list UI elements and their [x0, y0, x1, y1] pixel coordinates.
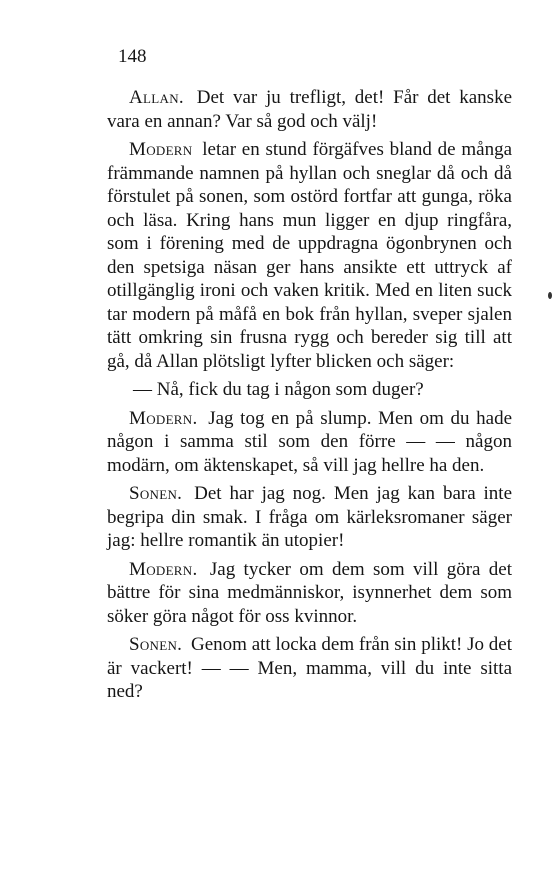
page-text	[107, 86, 512, 709]
page-number: 148	[118, 46, 147, 67]
paragraph	[107, 633, 512, 704]
speech-text: Jag tycker om dem som vill göra det bättre för sina medmänniskor, isynnerhet dem som söker göra något för oss kvinnor.	[107, 558, 512, 627]
speaker-name: Modern.	[129, 558, 198, 580]
paragraph	[107, 86, 512, 133]
speech-text: Det har jag nog. Men jag kan bara inte begripa din smak. I fråga om kärleksromaner säger jag: hellre romantik än utopier!	[107, 483, 513, 551]
speech-text: Jag tog en på slump. Men om du hade någon i samma stil som den förre — — någon modärn, om äktenskapet, så vill jag hellre ha den.	[107, 407, 513, 476]
narration-text: letar en stund förgäfves bland de många främmande namnen på hyllan och sneglar då och då förstulet på sonen, som ostörd fortfar att gunga, röka och läsa. Kring hans mun ligger en djup ringfåra, som i förening med de uppdragna ögonbrynen och den spetsiga näsan ger hans ansikte ett uttryck af otillgänglig ironi och vaken kritik. Med en liten suck tar modern på måfå en bok från hyllan, sveper sjalen tätt omkring sin frusna rygg och bereder sig till att gå, då Allan plötsligt lyfter blicken och säger:	[107, 139, 512, 372]
speech-text: Det var ju trefligt, det! Får det kanske vara en annan? Var så god och välj!	[107, 87, 513, 132]
speaker-name: Sonen.	[129, 483, 183, 504]
paragraph	[107, 482, 512, 553]
speaker-name: Allan.	[129, 87, 184, 108]
paragraph	[107, 558, 512, 629]
paragraph	[107, 407, 512, 478]
margin-ink-mark	[548, 292, 552, 299]
paragraph	[107, 378, 512, 402]
paragraph	[107, 138, 512, 373]
speaker-name: Modern.	[129, 407, 198, 429]
speech-text: Genom att locka dem från sin plikt! Jo det är vackert! — — Men, mamma, vill du inte sitta ned?	[107, 634, 513, 702]
dialogue-text: — Nå, fick du tag i någon som duger?	[133, 379, 424, 400]
speaker-name: Sonen.	[129, 634, 183, 655]
speaker-name: Modern	[129, 139, 193, 160]
